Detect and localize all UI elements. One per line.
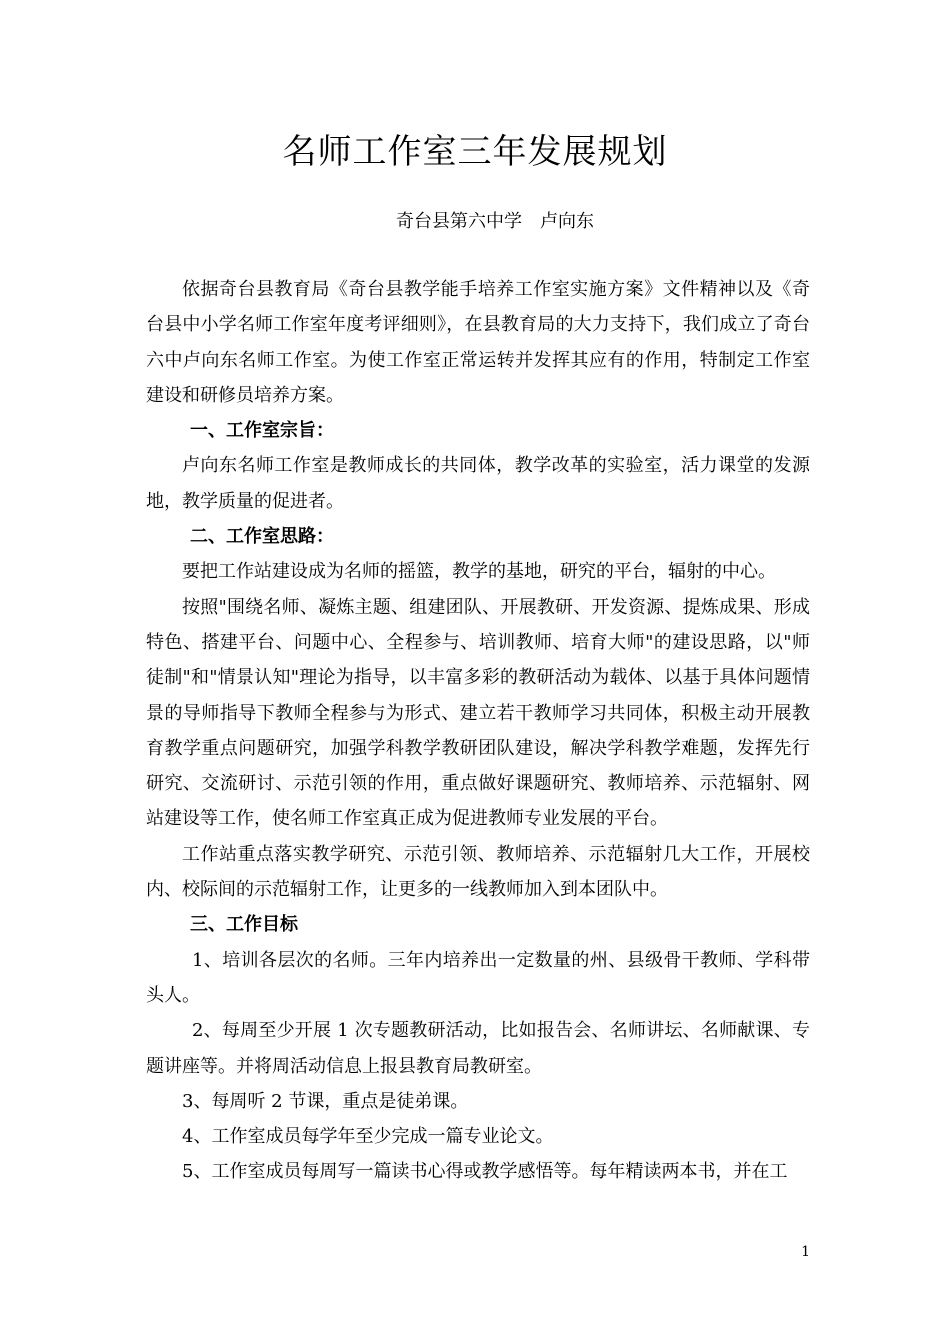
- body-paragraph: 1、培训各层次的名师。三年内培养出一定数量的州、县级骨干教师、学科带头人。: [146, 949, 810, 1006]
- body-paragraph: 依据奇台县教育局《奇台县教学能手培养工作室实施方案》文件精神以及《奇台县中小学名师工作室年度考评细则》，在县教育局的大力支持下，我们成立了奇台六中卢向东名师工作室。为使工作室正常运转并发挥其应有的作用，特制定工作室建设和研修员培养方案。: [146, 279, 810, 406]
- body-paragraph: 4、工作室成员每学年至少完成一篇专业论文。: [182, 1126, 554, 1148]
- body-paragraph: 3、每周听 2 节课，重点是徒弟课。: [182, 1090, 469, 1112]
- body-paragraph: 按照"围绕名师、凝炼主题、组建团队、开展教研、开发资源、提炼成果、形成特色、搭建平台、问题中心、全程参与、培训教师、培育大师"的建设思路，以"师徒制"和"情景认知"理论为指导，以丰富多彩的教研活动为载体、以基于具体问题情景的导师指导下教师全程参与为形式、建立若干教师学习共同体，积极主动开展教育教学重点问题研究，加强学科教学教研团队建设，解决学科教学难题，发挥先行研究、交流研讨、示范引领的作用，重点做好课题研究、教师培养、示范辐射、网站建设等工作，使名师工作室真正成为促进教师专业发展的平台。: [146, 596, 810, 830]
- body-paragraph: 卢向东名师工作室是教师成长的共同体，教学改革的实验室，活力课堂的发源地，教学质量的促进者。: [146, 455, 810, 512]
- document-body: [146, 272, 810, 1190]
- document-title: 名师工作室三年发展规划: [282, 132, 668, 172]
- body-paragraph: 要把工作站建设成为名师的摇篮，教学的基地，研究的平台，辐射的中心。: [182, 561, 776, 583]
- section-heading: 一、工作室宗旨：: [190, 420, 334, 442]
- body-paragraph: 5、工作室成员每周写一篇读书心得或教学感悟等。每年精读两本书，并在工: [182, 1161, 788, 1183]
- page-number: 1: [801, 1244, 810, 1260]
- section-heading: 三、工作目标: [190, 914, 298, 936]
- author-line: 奇台县第六中学 卢向东: [396, 211, 594, 232]
- body-paragraph: 工作站重点落实教学研究、示范引领、教师培养、示范辐射几大工作，开展校内、校际间的示范辐射工作，让更多的一线教师加入到本团队中。: [146, 843, 810, 901]
- body-paragraph: 2、每周至少开展 1 次专题教研活动，比如报告会、名师讲坛、名师献课、专题讲座等。并将周活动信息上报县教育局教研室。: [146, 1020, 810, 1077]
- section-heading: 二、工作室思路：: [190, 526, 334, 548]
